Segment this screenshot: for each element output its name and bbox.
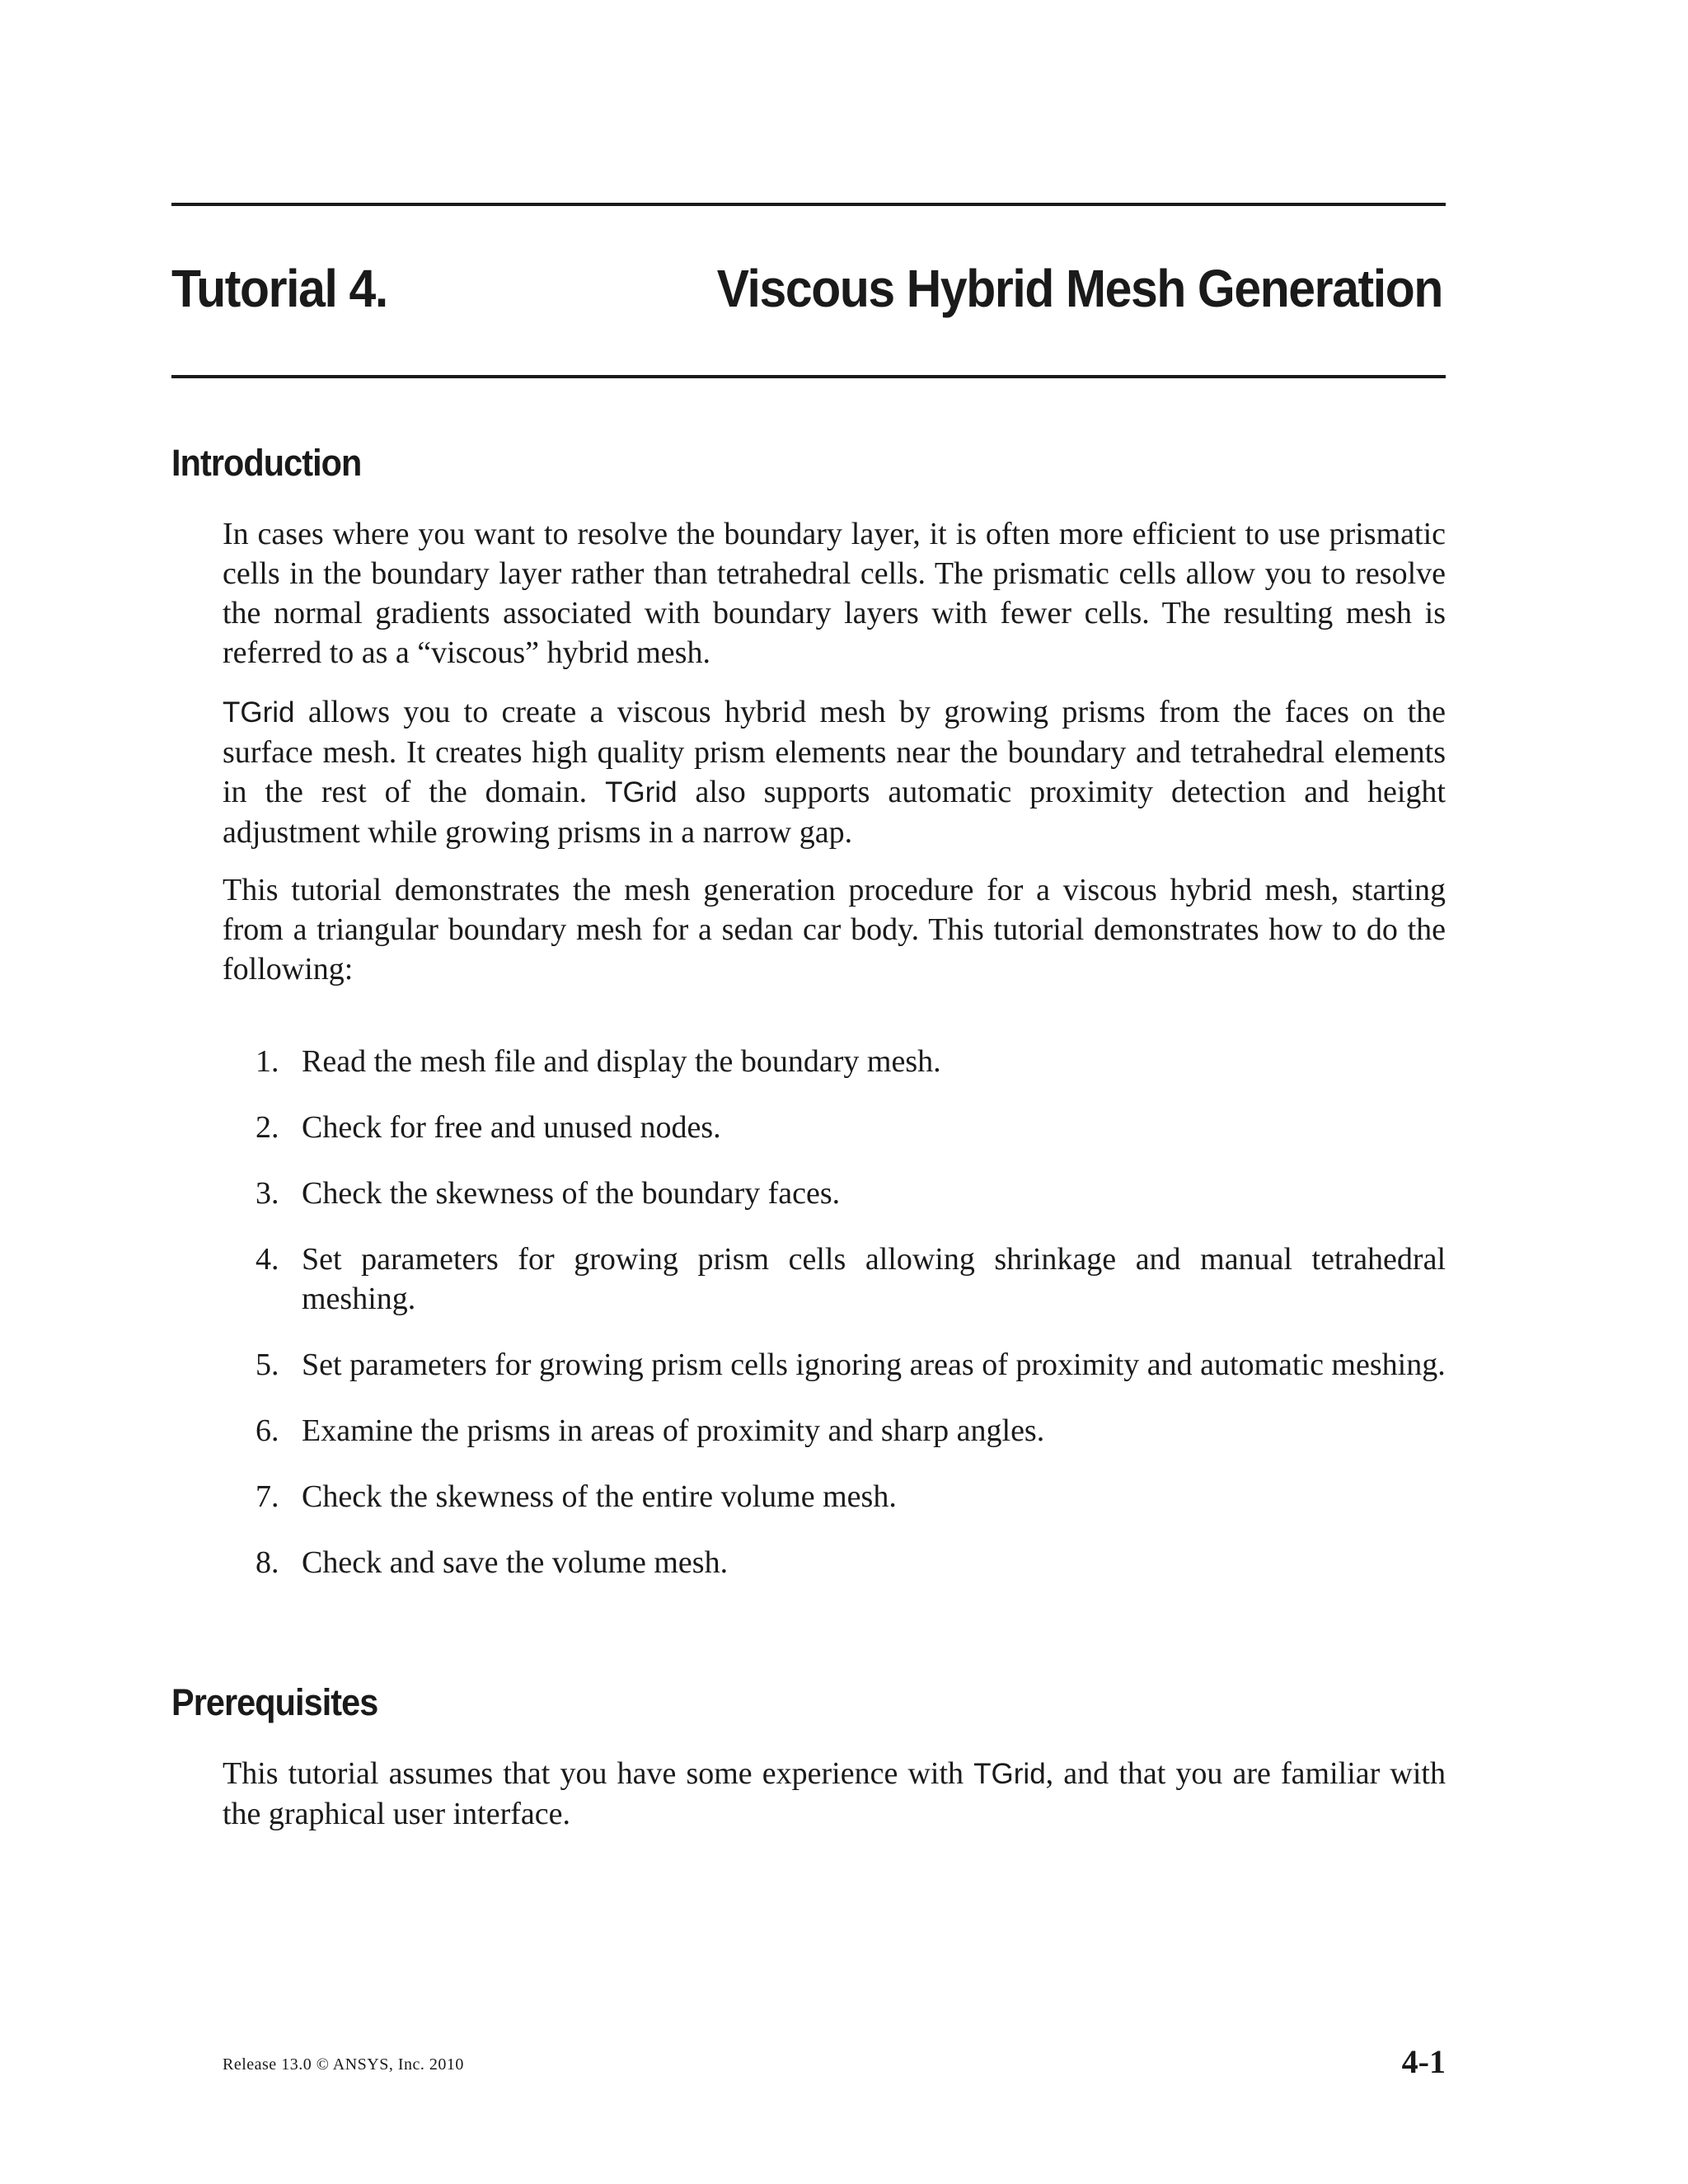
list-item-number: 1. <box>256 1044 279 1079</box>
footer-release: Release 13.0 © ANSYS, Inc. 2010 <box>223 2055 464 2074</box>
chapter-title <box>171 247 1442 330</box>
list-item-text: Check and save the volume mesh. <box>302 1545 729 1580</box>
list-item-number: 2. <box>256 1110 279 1145</box>
list-item-number: 5. <box>256 1347 279 1382</box>
list-item-text: Examine the prisms in areas of proximity and sharp angles. <box>302 1413 1045 1448</box>
prerequisites-text-a: This tutorial assumes that you have some experience with <box>223 1756 974 1791</box>
list-item <box>223 1477 1446 1516</box>
intro-paragraph-2-text-a: allows you to create a viscous hybrid mesh by growing prisms from the faces on the surface mesh. It creates high quality prism elements near the boundary and tetrahedral elements in the rest of the domain. <box>223 695 1446 809</box>
list-item-number: 4. <box>256 1242 279 1277</box>
list-item-number: 6. <box>256 1413 279 1448</box>
tutorial-title: Viscous Hybrid Mesh Generation <box>716 259 1442 318</box>
list-item-number: 8. <box>256 1545 279 1580</box>
intro-paragraph-2 <box>223 692 1446 852</box>
product-name: TGrid <box>973 1758 1046 1790</box>
list-item-text: Read the mesh file and display the boundary mesh. <box>302 1044 941 1079</box>
list-item-number: 7. <box>256 1479 279 1514</box>
intro-paragraph-3-text: This tutorial demonstrates the mesh generation procedure for a viscous hybrid mesh, starting from a triangular boundary mesh for a sedan car body. This tutorial demonstrates how to do the following: <box>223 873 1446 987</box>
list-item-text: Set parameters for growing prism cells ignoring areas of proximity and automatic meshing. <box>302 1347 1446 1382</box>
intro-paragraph-1 <box>223 514 1446 673</box>
list-item <box>223 1543 1446 1582</box>
list-item-text: Check the skewness of the entire volume mesh. <box>302 1479 897 1514</box>
list-item <box>223 1174 1446 1213</box>
introduction-heading: Introduction <box>171 442 362 484</box>
page-number: 4-1 <box>1401 2043 1446 2080</box>
steps-list <box>223 1042 1446 1609</box>
header-top-rule <box>171 203 1446 206</box>
prerequisites-text-b: , and that you are familiar with the graphical user interface. <box>223 1756 1446 1831</box>
list-item <box>223 1411 1446 1451</box>
product-name: TGrid <box>223 696 295 729</box>
intro-paragraph-1-text: In cases where you want to resolve the boundary layer, it is often more efficient to use prismatic cells in the boundary layer rather than tetrahedral cells. The prismatic cells allow you to resolve the normal gradients associated with boundary layers with fewer cells. The resulting mesh is referred to as a “viscous” hybrid mesh. <box>223 517 1446 670</box>
list-item-text: Check for free and unused nodes. <box>302 1110 721 1145</box>
prerequisites-heading: Prerequisites <box>171 1681 378 1723</box>
list-item <box>223 1042 1446 1081</box>
list-item <box>223 1240 1446 1319</box>
list-item-text: Check the skewness of the boundary faces. <box>302 1176 841 1211</box>
tutorial-label: Tutorial 4. <box>171 259 387 318</box>
product-name: TGrid <box>605 776 678 808</box>
list-item-number: 3. <box>256 1176 279 1211</box>
list-item <box>223 1345 1446 1385</box>
prerequisites-paragraph <box>223 1754 1446 1834</box>
intro-paragraph-3 <box>223 870 1446 989</box>
intro-paragraph-2-text-b: also supports automatic proximity detection and height adjustment while growing prisms in a narrow gap. <box>223 775 1446 850</box>
list-item <box>223 1108 1446 1147</box>
header-bottom-rule <box>171 375 1446 378</box>
list-item-text: Set parameters for growing prism cells allowing shrinkage and manual tetrahedral meshing. <box>302 1242 1446 1316</box>
